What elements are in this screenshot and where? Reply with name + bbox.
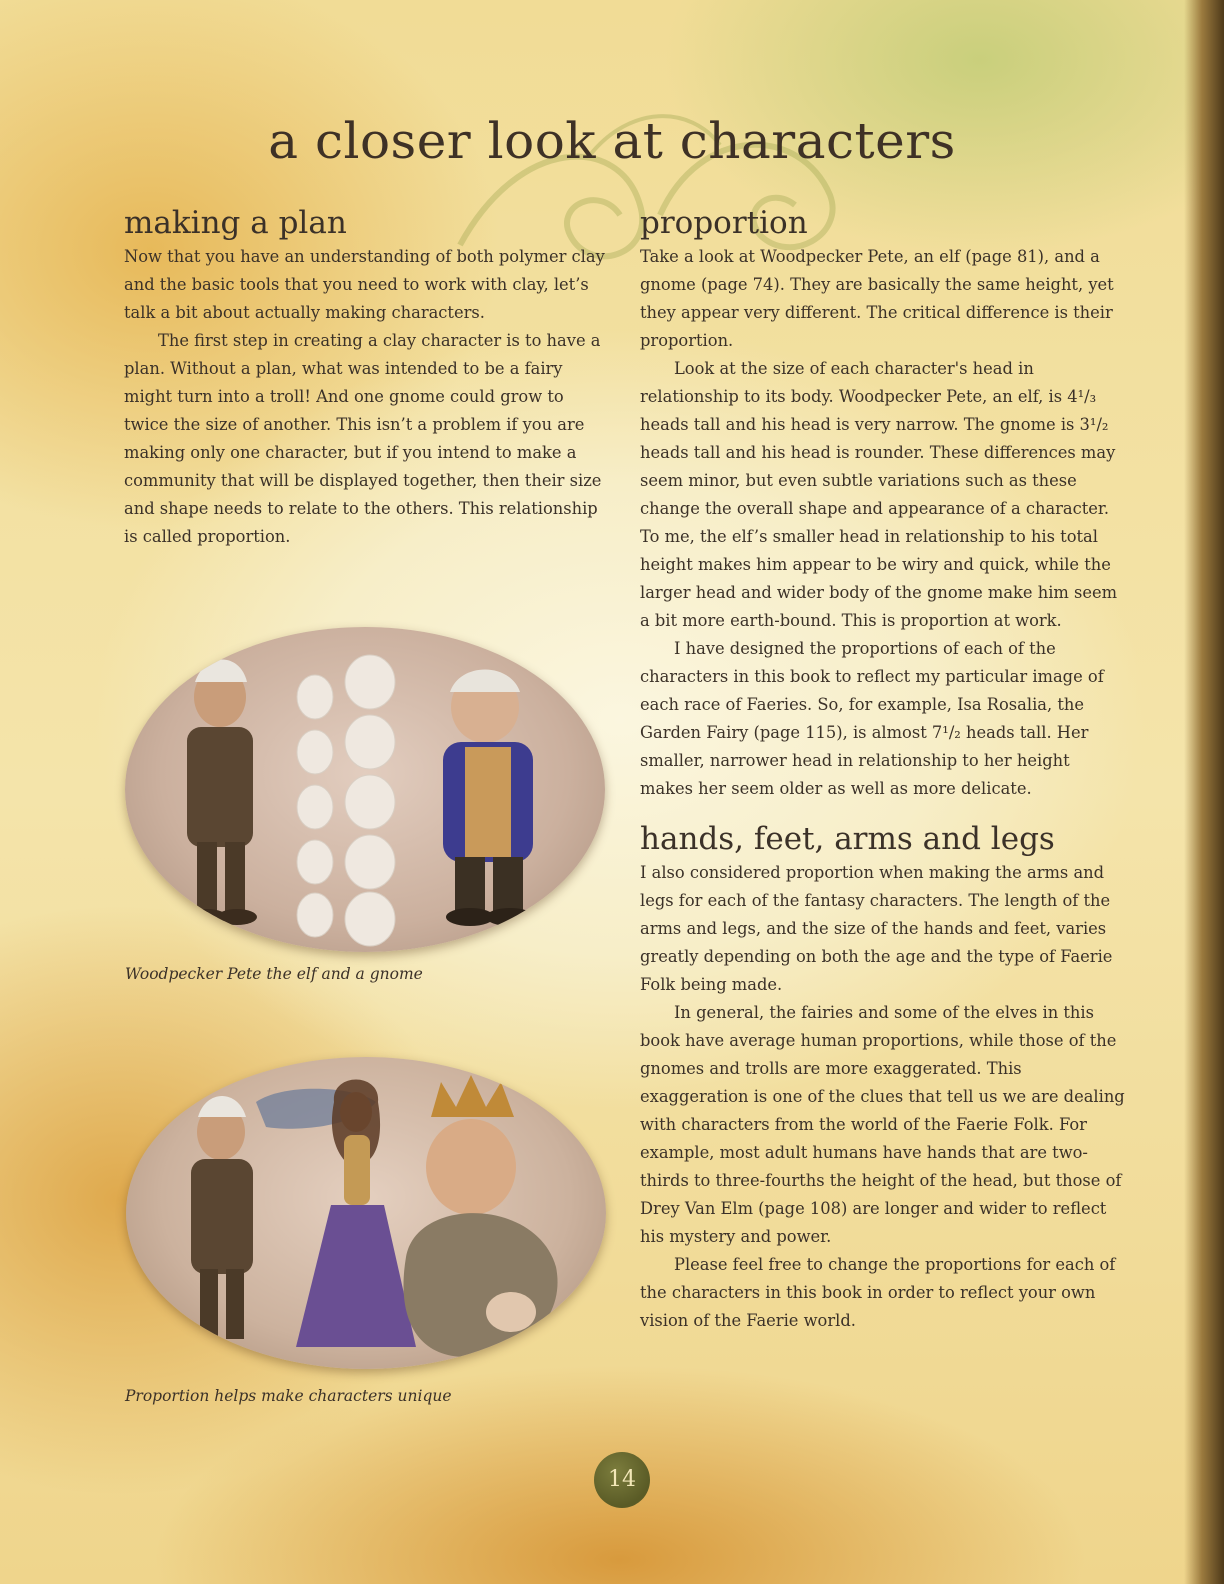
paragraph: Please feel free to change the proportions for each of the characters in this book in order to reflect your own vision of the Faerie world. [640, 1255, 1116, 1330]
left-column [124, 203, 612, 551]
section-heading-making-a-plan: making a plan [124, 205, 347, 241]
paragraph: The first step in creating a clay character is to have a plan. Without a plan, what was intended to be a fairy might turn into a troll! And one gnome could grow to twice the size of another. This isn’t a problem if you are making only one character, but if you intend to make a community that will be displayed together, then their size and shape needs to relate to the others. This relationship is called proportion. [124, 331, 602, 546]
figure-caption: Woodpecker Pete the elf and a gnome [125, 965, 423, 983]
paragraph: Look at the size of each character's head in relationship to its body. Woodpecker Pete, an elf, is 4¹/₃ heads tall and his head is very narrow. The gnome is 3¹/₂ heads tall and his head is rounder. These differences may seem minor, but even subtle variations such as these change the overall shape and appearance of a character. To me, the elf’s smaller head in relationship to his total height makes him appear to be wiry and quick, while the larger head and wider body of the gnome make him seem a bit more earth-bound. This is proportion at work. [640, 359, 1118, 630]
photo-elf-and-gnome [125, 627, 605, 952]
page-title: a closer look at characters [268, 112, 956, 170]
figure-caption: Proportion helps make characters unique [125, 1387, 452, 1405]
clay-figures-illustration [125, 627, 605, 952]
page-number-badge: 14 [594, 1452, 650, 1508]
paragraph: I also considered proportion when making the arms and legs for each of the fantasy characters. The length of the arms and legs, and the size of the hands and feet, varies greatly depending on both the age and the type of Faerie Folk being made. [640, 863, 1113, 994]
paragraph: I have designed the proportions of each of the characters in this book to reflect my particular image of each race of Faeries. So, for example, Isa Rosalia, the Garden Fairy (page 115), is almost 7¹/₂ heads tall. Her smaller, narrower head in relationship to her height makes her seem older as well as more delicate. [640, 639, 1104, 798]
section-heading-hands-feet-arms-legs: hands, feet, arms and legs [640, 821, 1055, 857]
section-heading-proportion: proportion [640, 205, 808, 241]
paragraph: In general, the fairies and some of the elves in this book have average human proportions, while those of the gnomes and trolls are more exaggerated. This exaggeration is one of the clues that tell us we are dealing with characters from the world of the Faerie Folk. For example, most adult humans have hands that are two-thirds to three-fourths the height of the head, but those of Drey Van Elm (page 108) are longer and wider to reflect his mystery and power. [640, 1003, 1125, 1246]
right-column [640, 203, 1125, 1335]
paragraph: Now that you have an understanding of both polymer clay and the basic tools that you need to work with clay, let’s talk a bit about actually making characters. [124, 247, 605, 322]
clay-figures-illustration [126, 1057, 606, 1369]
page-spine-shadow [1184, 0, 1224, 1584]
photo-character-group [126, 1057, 606, 1369]
paragraph: Take a look at Woodpecker Pete, an elf (page 81), and a gnome (page 74). They are basically the same height, yet they appear very different. The critical difference is their proportion. [640, 247, 1114, 350]
